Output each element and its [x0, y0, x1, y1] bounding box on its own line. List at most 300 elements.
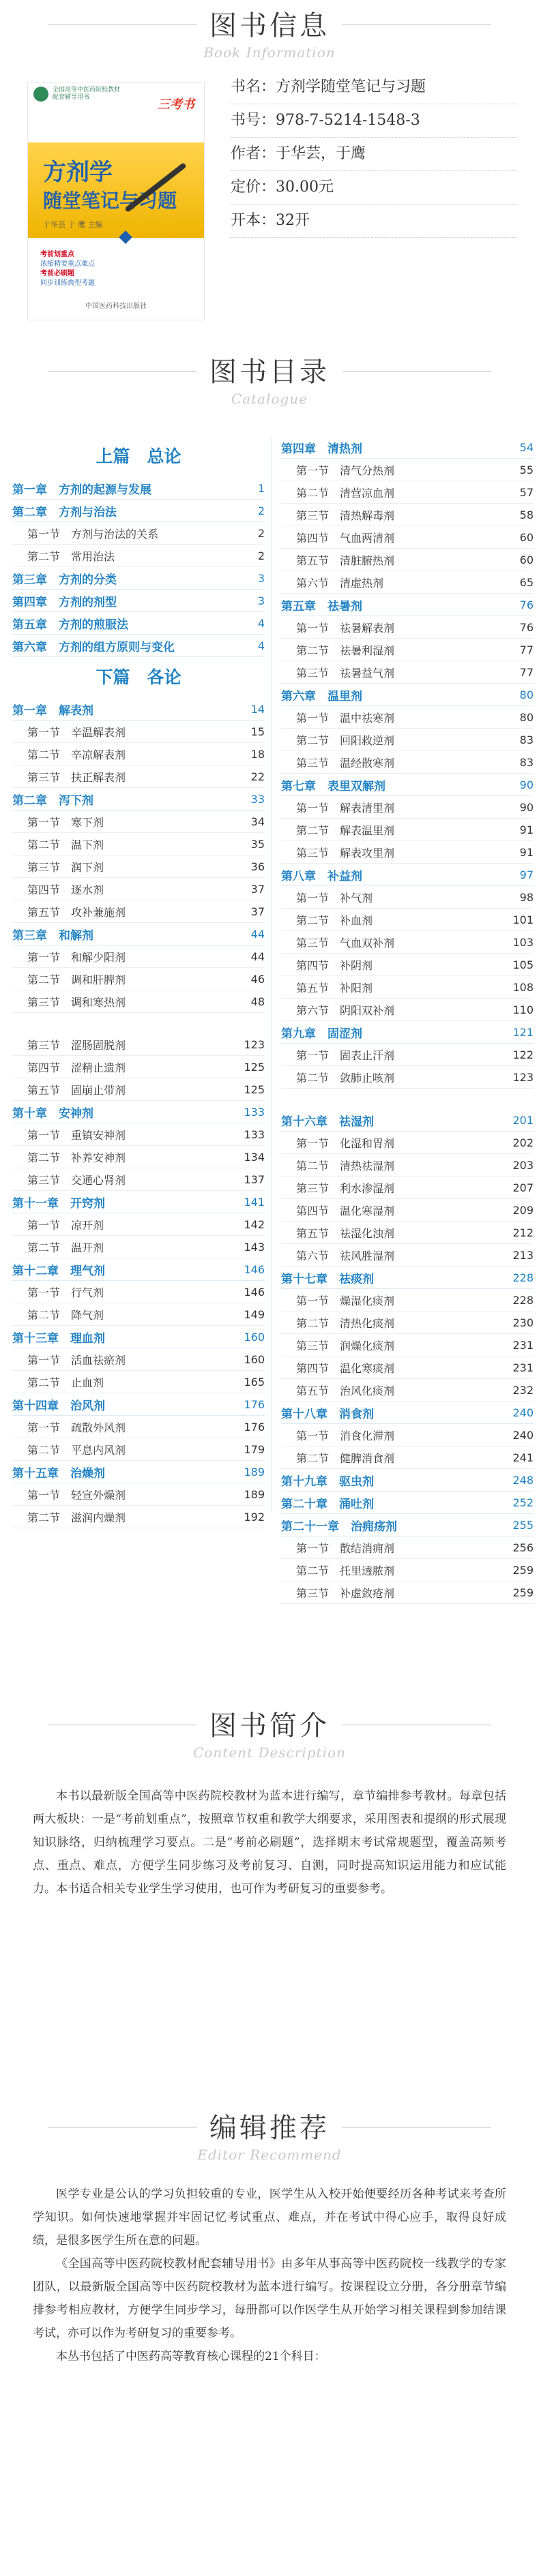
toc-page-number: 1: [257, 481, 265, 495]
cover-tags: 考前划重点 浓缩精要重点难点 考前必刷题 同步训练典型考题: [40, 251, 95, 287]
toc-page-number: 14: [250, 702, 265, 716]
toc-page-number: 76: [519, 620, 534, 634]
toc-page-number: 241: [512, 1451, 534, 1464]
toc-entry-title: 第十二章 理气剂: [12, 1264, 105, 1278]
toc-entry-title: 第二章 方剂与治法: [12, 505, 117, 519]
toc-entry-title: 第四节 逐水剂: [27, 883, 104, 896]
toc-section: [281, 999, 534, 1021]
toc-section: [281, 481, 534, 504]
toc-page-number: 179: [244, 1442, 265, 1456]
toc-part-heading: 上篇 总论: [96, 446, 181, 466]
book-info-header: [0, 4, 539, 61]
toc-entry-title: 第五节 祛湿化浊剂: [296, 1226, 395, 1240]
toc-entry-title: 第一节 疏散外风剂: [27, 1421, 126, 1434]
toc-page-number: 122: [512, 1048, 534, 1061]
book-cover-image: [27, 82, 205, 320]
toc-entry-title: 第三节 调和寒热剂: [27, 995, 126, 1009]
toc-chapter: [12, 1326, 265, 1348]
toc-section: [281, 504, 534, 526]
toc-page-number: 259: [512, 1563, 534, 1577]
section-subtitle: Book Information: [203, 44, 336, 61]
toc-section: [281, 526, 534, 549]
toc-section: [281, 1199, 534, 1222]
toc-entry-title: 第五节 攻补兼施剂: [27, 905, 126, 919]
toc-page-number: 123: [244, 1037, 265, 1051]
toc-page-number: 133: [244, 1127, 265, 1141]
toc-chapter: [281, 1491, 534, 1514]
toc-page-number: 101: [512, 913, 534, 926]
toc-entry-title: 第三节 润下剂: [27, 860, 104, 874]
toc-entry-title: 第二节 温下剂: [27, 838, 104, 851]
toc-entry-title: 第二节 清热化痰剂: [296, 1316, 395, 1330]
toc-page-number: 37: [250, 882, 265, 896]
toc-gap: [281, 1089, 534, 1109]
toc-page-number: 18: [250, 747, 265, 761]
toc-section: [281, 931, 534, 954]
toc-page-number: 108: [512, 980, 534, 994]
toc-page-number: 203: [512, 1158, 534, 1172]
section-subtitle: Content Description: [193, 1744, 346, 1761]
toc-entry-title: 第一节 清气分热剂: [296, 464, 395, 477]
toc-chapter: [281, 684, 534, 706]
toc-page-number: 105: [512, 958, 534, 971]
toc-gap: [12, 1013, 265, 1033]
toc-entry-title: 第一节 轻宣外燥剂: [27, 1488, 126, 1502]
toc-page-number: 90: [519, 800, 534, 814]
toc-page-number: 149: [244, 1307, 265, 1321]
toc-page-number: 259: [512, 1586, 534, 1599]
toc-section: [12, 1123, 265, 1146]
toc-entry-title: 第六节 祛风胜湿剂: [296, 1249, 395, 1262]
toc-page-number: 228: [512, 1293, 534, 1307]
toc-section: [281, 1289, 534, 1312]
toc-page-number: 192: [244, 1510, 265, 1524]
recommend-header: [0, 2106, 539, 2163]
toc-section: [12, 1168, 265, 1191]
toc-page-number: 65: [519, 575, 534, 589]
toc-page-number: 142: [244, 1217, 265, 1231]
toc-page-number: 231: [512, 1361, 534, 1374]
toc-entry-title: 第七章 表里双解剂: [281, 779, 385, 793]
toc-entry-title: 第一节 凉开剂: [27, 1218, 104, 1232]
toc-entry-title: 第四节 涩精止遗剂: [27, 1061, 126, 1074]
toc-page-number: 240: [512, 1428, 534, 1442]
toc-section: [281, 1424, 534, 1446]
toc-page-number: 252: [512, 1496, 534, 1509]
toc-entry-title: 第六节 阴阳双补剂: [296, 1003, 395, 1017]
toc-entry-title: 第二节 回阳救逆剂: [296, 733, 395, 747]
toc-page-number: 248: [512, 1473, 534, 1487]
toc-page-number: 160: [244, 1330, 265, 1344]
toc-section: [281, 1066, 534, 1089]
toc-page-number: 3: [257, 571, 265, 585]
info-row-author: 作者：于华芸，于鹰: [231, 138, 517, 171]
toc-entry-title: 第五章 祛暑剂: [281, 599, 362, 613]
toc-entry-title: 第一节 温中祛寒剂: [296, 711, 395, 725]
toc-section: [281, 459, 534, 481]
toc-entry-title: 第三节 祛暑益气剂: [296, 666, 395, 680]
toc-page-number: 125: [244, 1082, 265, 1096]
toc-page-number: 137: [244, 1172, 265, 1186]
toc-page-number: 77: [519, 643, 534, 656]
toc-chapter: [12, 477, 265, 500]
toc-part-heading: 下篇 各论: [96, 667, 181, 687]
toc-section: [281, 909, 534, 931]
toc-section: [281, 639, 534, 661]
toc-entry-title: 第五节 固崩止带剂: [27, 1083, 126, 1097]
toc-section: [12, 1416, 265, 1438]
toc-page-number: 121: [512, 1025, 534, 1039]
recommend-paragraph: 《全国高等中医药院校教材配套辅导用书》由多年从事高等中医药院校一线教学的专家团队，以最新版全国高等中医药院校教材为蓝本进行编写。按课程设立分册，各分册章节编排参考相应教材，方便学生同步学习，每册都可以作医学生从开始学习相关课程到参加结课考试，亦可以作为考研复习的重要参考。: [33, 2257, 506, 2340]
intro-header: [0, 1704, 539, 1761]
toc-chapter: [12, 500, 265, 522]
toc-entry-title: 第三节 解表攻里剂: [296, 846, 395, 860]
toc-page-number: 165: [244, 1375, 265, 1389]
toc-left-column: [12, 436, 265, 1528]
toc-section: [12, 721, 265, 743]
toc-section: [12, 990, 265, 1013]
info-row-title: 书名：方剂学随堂笔记与习题: [231, 71, 517, 104]
toc-page-number: 76: [519, 598, 534, 611]
info-row-isbn: 书号：978-7-5214-1548-3: [231, 104, 517, 138]
toc-chapter: [12, 590, 265, 612]
toc-chapter: [12, 1258, 265, 1281]
toc-entry-title: 第三节 补虚敛疮剂: [296, 1586, 395, 1600]
toc-entry-title: 第二十一章 治痈疡剂: [281, 1519, 397, 1534]
toc-page-number: 91: [519, 845, 534, 859]
toc-page-number: 22: [250, 770, 265, 783]
toc-chapter: [281, 1021, 534, 1044]
toc-entry-title: 第二节 止血剂: [27, 1376, 104, 1389]
toc-section: [281, 1132, 534, 1154]
cover-series: 全国高等中医药院校教材 配套辅导用书: [53, 87, 121, 101]
toc-page-number: 83: [519, 733, 534, 746]
toc-page-number: 189: [244, 1487, 265, 1501]
toc-entry-title: 第八章 补益剂: [281, 869, 362, 883]
toc-entry-title: 第二节 辛凉解表剂: [27, 748, 126, 761]
toc-chapter: [281, 1514, 534, 1536]
toc-entry-title: 第十六章 祛湿剂: [281, 1115, 374, 1129]
toc-entry-title: 第四节 温化寒痰剂: [296, 1361, 395, 1375]
toc-entry-title: 第一节 活血祛瘀剂: [27, 1353, 126, 1367]
toc-chapter: [281, 1401, 534, 1424]
toc-page-number: 255: [512, 1518, 534, 1532]
toc-section: [12, 1033, 265, 1056]
toc-entry-title: 第三节 清热解毒剂: [296, 509, 395, 522]
toc-chapter: [281, 436, 534, 459]
toc-page-number: 44: [250, 927, 265, 941]
toc-page-number: 98: [519, 890, 534, 904]
toc-section: [281, 886, 534, 909]
toc-page-number: 212: [512, 1226, 534, 1239]
toc-section: [12, 545, 265, 567]
toc-section: [281, 1357, 534, 1379]
toc-page-number: 48: [250, 995, 265, 1008]
toc-page-number: 201: [512, 1113, 534, 1127]
toc-section: [281, 549, 534, 571]
toc-entry-title: 第十五章 治燥剂: [12, 1466, 105, 1481]
toc-section: [281, 751, 534, 774]
toc-page-number: 143: [244, 1240, 265, 1254]
toc-chapter: [281, 594, 534, 616]
toc-page-number: 46: [250, 972, 265, 986]
book-info-list: [231, 71, 517, 238]
toc-chapter: [12, 1191, 265, 1213]
toc-entry-title: 第二节 降气剂: [27, 1308, 104, 1322]
toc-chapter: [281, 774, 534, 796]
toc-section: [12, 743, 265, 766]
cover-publisher: 中国医药科技出版社: [85, 303, 147, 310]
recommend-paragraph: 本丛书包括了中医药高等教育核心课程的21个科目：: [56, 2350, 326, 2363]
toc-entry-title: 第十章 安神剂: [12, 1106, 93, 1121]
toc-page-number: 160: [244, 1352, 265, 1366]
intro-text: 本书以最新版全国高等中医药院校教材为蓝本进行编写，章节编排参考教材。每章包括两大板块：一是“考前划重点”，按照章节权重和教学大纲要求，采用图表和提纲的形式展现知识脉络，归纳梳理学习要点。二是“考前必刷题”，选择期末考试常规题型，覆盖高频考点、重点、难点，方便学生同步练习及考前复习、自测，同时提高知识运用能力和应试能力。本书适合相关专业学生学习使用，也可作为考研复习的重要参考。: [33, 1789, 506, 1896]
toc-page-number: 33: [250, 792, 265, 806]
toc-entry-title: 第二节 补血剂: [296, 913, 373, 927]
toc-entry-title: 第五节 补阳剂: [296, 981, 373, 995]
toc-entry-title: 第三节 扶正解表剂: [27, 770, 126, 784]
toc-entry-title: 第三节 交通心肾剂: [27, 1173, 126, 1187]
toc-entry-title: 第三节 涩肠固脱剂: [27, 1038, 126, 1052]
series-badge-icon: [33, 87, 48, 102]
toc-section: [281, 1446, 534, 1469]
toc-section: [12, 968, 265, 990]
toc-entry-title: 第六章 方剂的组方原则与变化: [12, 640, 175, 654]
toc-page-number: 202: [512, 1136, 534, 1149]
toc-chapter: [281, 1267, 534, 1289]
recommend-text: [33, 2183, 506, 2368]
toc-section: [12, 945, 265, 968]
toc-page-number: 123: [512, 1070, 534, 1084]
toc-page-number: 3: [257, 594, 265, 607]
cover-authors: 于华芸 于 鹰 主编: [43, 220, 103, 229]
toc-entry-title: 第一节 和解少阳剂: [27, 950, 126, 964]
toc-page-number: 90: [519, 778, 534, 791]
toc-entry-title: 第五章 方剂的煎服法: [12, 618, 128, 632]
toc-entry-title: 第二节 滋润内燥剂: [27, 1511, 126, 1524]
toc-section: [281, 729, 534, 751]
toc-section: [281, 1244, 534, 1267]
toc-section: [12, 1056, 265, 1078]
toc-page-number: 110: [512, 1003, 534, 1016]
toc-page-number: 2: [257, 504, 265, 517]
toc-section: [281, 661, 534, 684]
toc-page-number: 55: [519, 463, 534, 476]
toc-section: [12, 1146, 265, 1168]
section-subtitle: Catalogue: [231, 391, 308, 407]
toc-entry-title: 第二节 平息内风剂: [27, 1443, 126, 1457]
toc-chapter: [12, 567, 265, 590]
toc-entry-title: 第三节 利水渗湿剂: [296, 1181, 395, 1195]
toc-page-number: 213: [512, 1248, 534, 1262]
toc-page-number: 83: [519, 755, 534, 769]
toc-page-number: 36: [250, 860, 265, 873]
toc-section: [281, 1154, 534, 1177]
toc-page-number: 4: [257, 639, 265, 652]
toc-right-column: [281, 436, 534, 1604]
toc-section: [12, 810, 265, 833]
toc-entry-title: 第一节 补气剂: [296, 891, 373, 905]
toc-section: [281, 1044, 534, 1066]
toc-page-number: 209: [512, 1203, 534, 1217]
toc-section: [12, 1078, 265, 1101]
toc-section: [281, 976, 534, 999]
toc-entry-title: 第二节 敛肺止咳剂: [296, 1071, 395, 1085]
toc-entry-title: 第十七章 祛痰剂: [281, 1272, 374, 1286]
toc-section: [12, 833, 265, 855]
toc-entry-title: 第十四章 治风剂: [12, 1399, 105, 1413]
toc-chapter: [12, 1101, 265, 1123]
toc-entry-title: 第三节 润燥化痰剂: [296, 1339, 395, 1352]
toc-chapter: [12, 698, 265, 721]
toc-entry-title: 第二十章 涌吐剂: [281, 1497, 374, 1511]
toc-entry-title: 第二节 健脾消食剂: [296, 1451, 395, 1465]
toc-section: [281, 1222, 534, 1244]
toc-page-number: 44: [250, 950, 265, 963]
toc-entry-title: 第二节 调和肝脾剂: [27, 973, 126, 986]
toc-entry-title: 第一章 解表剂: [12, 703, 93, 718]
cover-subtitle: 随堂笔记与习题: [43, 190, 177, 212]
toc-entry-title: 第二节 托里透脓剂: [296, 1564, 395, 1577]
toc-section: [12, 900, 265, 923]
toc-page-number: 37: [250, 905, 265, 918]
toc-entry-title: 第二章 泻下剂: [12, 793, 93, 808]
toc-section: [281, 706, 534, 729]
toc-chapter: [281, 1469, 534, 1491]
toc-page-number: 91: [519, 823, 534, 836]
toc-chapter: [12, 1393, 265, 1416]
toc-page-number: 146: [244, 1262, 265, 1276]
toc-entry-title: 第十三章 理血剂: [12, 1331, 105, 1346]
toc-section: [281, 1536, 534, 1559]
toc-entry-title: 第六节 清虚热剂: [296, 576, 384, 590]
section-title: 图书信息: [197, 4, 342, 43]
section-title: 图书目录: [197, 350, 342, 389]
toc-page-number: 134: [244, 1150, 265, 1164]
toc-section: [281, 1177, 534, 1199]
toc-section: [281, 841, 534, 864]
section-title: 编辑推荐: [197, 2106, 342, 2145]
toc-entry-title: 第一节 固表止汗剂: [296, 1048, 395, 1062]
toc-entry-title: 第三章 方剂的分类: [12, 573, 117, 587]
catalogue-header: [0, 350, 539, 407]
toc-entry-title: 第二节 常用治法: [27, 549, 115, 563]
toc-section: [12, 522, 265, 545]
toc-entry-title: 第一节 解表清里剂: [296, 801, 395, 815]
toc-entry-title: 第三节 温经散寒剂: [296, 756, 395, 770]
toc-page-number: 80: [519, 710, 534, 724]
toc-section: [281, 954, 534, 976]
toc-entry-title: 第四章 清热剂: [281, 442, 362, 456]
toc-section: [281, 819, 534, 841]
toc-entry-title: 第十九章 驱虫剂: [281, 1474, 374, 1489]
toc-section: [281, 1559, 534, 1581]
toc-page-number: 77: [519, 665, 534, 679]
toc-page-number: 34: [250, 815, 265, 828]
toc-page-number: 58: [519, 508, 534, 521]
toc-section: [12, 766, 265, 788]
toc-entry-title: 第二节 补养安神剂: [27, 1151, 126, 1164]
toc-page-number: 176: [244, 1397, 265, 1411]
toc-entry-title: 第一节 祛暑解表剂: [296, 621, 395, 635]
toc-entry-title: 第一节 辛温解表剂: [27, 725, 126, 739]
toc-chapter: [12, 923, 265, 945]
toc-page-number: 15: [250, 725, 265, 738]
info-row-price: 定价：30.00元: [231, 171, 517, 204]
toc-page-number: 133: [244, 1105, 265, 1119]
toc-entry-title: 第一节 消食化滞剂: [296, 1429, 395, 1442]
toc-page-number: 103: [512, 935, 534, 949]
toc-section: [12, 1506, 265, 1528]
toc-entry-title: 第五节 清脏腑热剂: [296, 554, 395, 567]
toc-chapter: [12, 635, 265, 657]
toc-entry-title: 第一节 行气剂: [27, 1286, 104, 1299]
toc-entry-title: 第一章 方剂的起源与发展: [12, 483, 151, 497]
toc-chapter: [12, 1461, 265, 1483]
toc-entry-title: 第二节 解表温里剂: [296, 823, 395, 837]
toc-section: [281, 616, 534, 639]
toc-page-number: 230: [512, 1316, 534, 1329]
toc-page-number: 35: [250, 837, 265, 851]
toc-section: [12, 1303, 265, 1326]
toc-entry-title: 第二节 清热祛湿剂: [296, 1159, 395, 1172]
toc-chapter: [281, 1109, 534, 1132]
toc-entry-title: 第二节 清营凉血剂: [296, 486, 395, 500]
toc-page-number: 60: [519, 553, 534, 566]
toc-entry-title: 第一节 方剂与治法的关系: [27, 527, 159, 541]
toc-section: [281, 1581, 534, 1604]
toc-entry-title: 第二节 温开剂: [27, 1241, 104, 1254]
toc-section: [281, 1312, 534, 1334]
toc-page-number: 60: [519, 530, 534, 544]
toc-section: [281, 1334, 534, 1357]
toc-page-number: 125: [244, 1060, 265, 1074]
toc-page-number: 240: [512, 1406, 534, 1419]
toc-entry-title: 第十一章 开窍剂: [12, 1196, 105, 1211]
toc-page-number: 2: [257, 549, 265, 562]
toc-section: [12, 1281, 265, 1303]
cover-title: 方剂学: [43, 159, 113, 186]
toc-entry-title: 第十八章 消食剂: [281, 1407, 374, 1421]
toc-page-number: 228: [512, 1271, 534, 1284]
toc-page-number: 97: [519, 868, 534, 881]
toc-page-number: 4: [257, 616, 265, 630]
toc-page-number: 231: [512, 1338, 534, 1352]
toc-page-number: 57: [519, 485, 534, 499]
toc-page-number: 54: [519, 440, 534, 454]
toc-entry-title: 第六章 温里剂: [281, 689, 362, 703]
toc-section: [12, 1483, 265, 1506]
toc-entry-title: 第三章 和解剂: [12, 928, 93, 943]
section-title: 图书简介: [197, 1704, 342, 1743]
toc-entry-title: 第四节 温化寒湿剂: [296, 1204, 395, 1217]
toc-entry-title: 第一节 散结消痈剂: [296, 1541, 395, 1555]
section-subtitle: Editor Recommend: [197, 2147, 342, 2163]
toc-section: [12, 1348, 265, 1371]
toc-section: [12, 1213, 265, 1236]
toc-section: [12, 1236, 265, 1258]
info-row-format: 开本：32开: [231, 204, 517, 238]
toc-chapter: [12, 612, 265, 635]
toc-page-number: 207: [512, 1181, 534, 1194]
toc-page-number: 80: [519, 688, 534, 701]
toc-entry-title: 第四节 气血两清剂: [296, 531, 395, 545]
toc-chapter: [281, 864, 534, 886]
toc-entry-title: 第一节 化湿和胃剂: [296, 1136, 395, 1150]
toc-page-number: 256: [512, 1541, 534, 1554]
toc-page-number: 2: [257, 526, 265, 540]
toc-section: [281, 571, 534, 594]
